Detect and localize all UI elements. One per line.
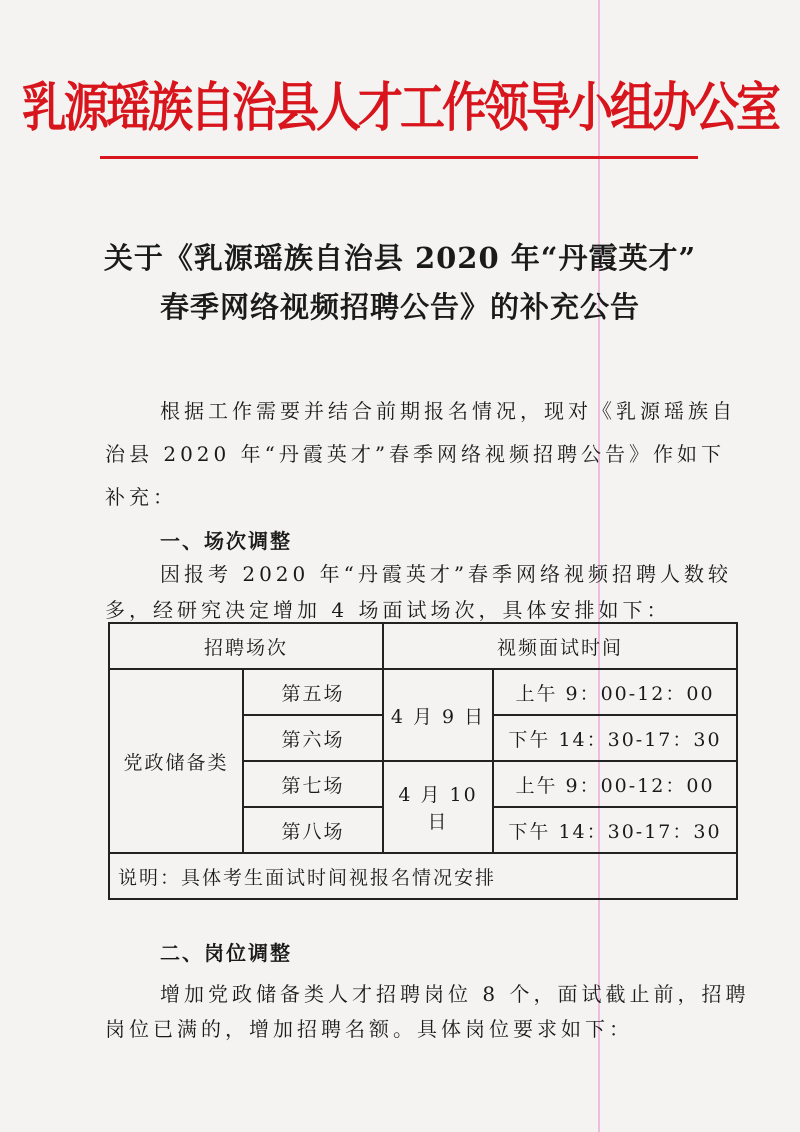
- intro-line: 治县 2020 年“丹霞英才”春季网络视频招聘公告》作如下: [105, 442, 726, 466]
- session-cell: 第五场: [243, 669, 383, 715]
- section-1-heading: 一、场次调整: [160, 529, 292, 553]
- time-cell: 上午 9：00-12：00: [493, 669, 737, 715]
- table-note: 说明：具体考生面试时间视报名情况安排: [109, 853, 737, 899]
- date-cell: 4 月 9 日: [383, 669, 493, 761]
- table-header-row: [109, 623, 737, 669]
- table-row: [109, 669, 737, 715]
- session-cell: 第六场: [243, 715, 383, 761]
- interview-schedule-table: [108, 622, 738, 900]
- section-1-body-line: 多，经研究决定增加 4 场面试场次，具体安排如下：: [105, 598, 671, 622]
- letterhead-title: 乳源瑶族自治县人才工作领导小组办公室: [21, 75, 778, 139]
- header-session: 招聘场次: [109, 623, 383, 669]
- table-note-row: [109, 853, 737, 899]
- section-2-body-line: 增加党政储备类人才招聘岗位 8 个，面试截止前，招聘: [160, 982, 750, 1006]
- letterhead-rule: [100, 156, 698, 159]
- time-cell: 下午 14：30-17：30: [493, 715, 737, 761]
- document-title-line-2: 春季网络视频招聘公告》的补充公告: [159, 290, 640, 324]
- time-cell: 上午 9：00-12：00: [493, 761, 737, 807]
- intro-line: 根据工作需要并结合前期报名情况，现对《乳源瑶族自: [160, 399, 736, 423]
- time-cell: 下午 14：30-17：30: [493, 807, 737, 853]
- session-cell: 第八场: [243, 807, 383, 853]
- section-2-heading: 二、岗位调整: [160, 941, 292, 965]
- intro-line: 补充：: [105, 485, 177, 509]
- category-cell: 党政储备类: [109, 669, 243, 853]
- session-cell: 第七场: [243, 761, 383, 807]
- section-1-body-line: 因报考 2020 年“丹霞英才”春季网络视频招聘人数较: [160, 562, 733, 586]
- header-time: 视频面试时间: [383, 623, 737, 669]
- section-2-body-line: 岗位已满的，增加招聘名额。具体岗位要求如下：: [105, 1017, 633, 1041]
- document-title-line-1: 关于《乳源瑶族自治县 2020 年“丹霞英才”: [103, 241, 697, 275]
- date-cell: 4 月 10 日: [383, 761, 493, 853]
